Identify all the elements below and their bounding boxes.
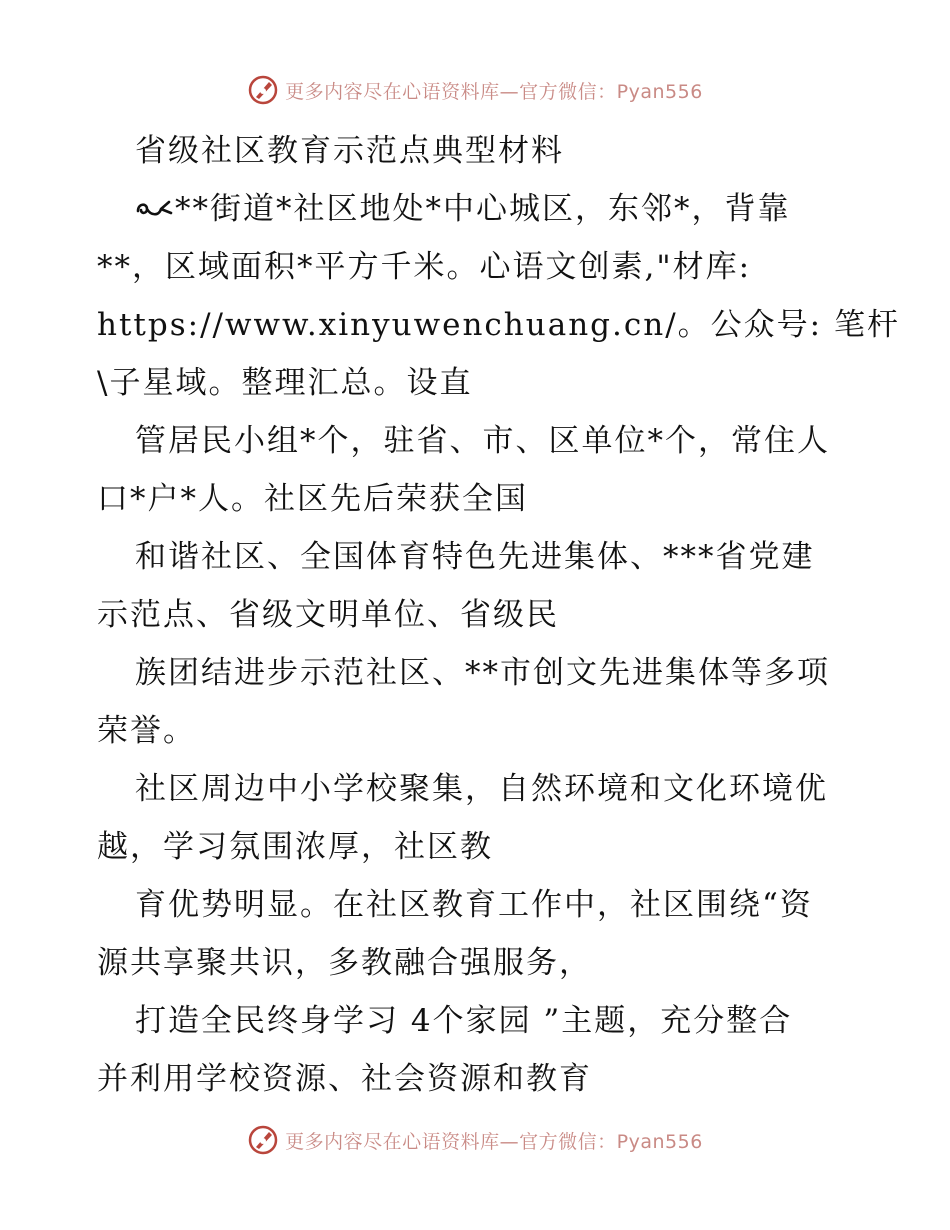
doc-line: \子星域。整理汇总。设直 [97, 365, 473, 401]
ornament-icon [135, 197, 175, 221]
doc-line: 打造全民终身学习 4个家园 ”主题，充分整合 [135, 1003, 793, 1039]
doc-line [97, 180, 857, 238]
footer-watermark [0, 1120, 950, 1160]
watermark-text: 更多内容尽在心语资料库—官方微信：Pyan556 [285, 80, 703, 103]
doc-line: 示范点、省级文明单位、省级民 [97, 597, 559, 633]
doc-line: 和谐社区、全国体育特色先进集体、***省党建 [135, 539, 815, 575]
doc-line: 源共享聚共识，多教融合强服务， [97, 945, 592, 981]
doc-line: 社区周边中小学校聚集，自然环境和文化环境优 [135, 771, 828, 807]
doc-line: 越，学习氛围浓厚，社区教 [97, 829, 493, 865]
doc-line: 口*户*人。社区先后荣获全国 [97, 481, 528, 517]
doc-line: 管居民小组*个，驻省、市、区单位*个，常住人 [135, 423, 830, 459]
doc-line: 并利用学校资源、社会资源和教育 [97, 1061, 592, 1097]
doc-line: 族团结进步示范社区、**市创文先进集体等多项 [135, 655, 830, 691]
doc-line: 荣誉。 [97, 713, 196, 749]
doc-title: 省级社区教育示范点典型材料 [135, 133, 564, 169]
quill-logo-icon [247, 1124, 279, 1156]
doc-line: **，区域面积*平方千米。心语文创素,"材库: [97, 249, 752, 285]
watermark-text: 更多内容尽在心语资料库—官方微信：Pyan556 [285, 1130, 703, 1153]
doc-line: https://www.xinyuwenchuang.cn/。公众号: 笔杆 [97, 307, 900, 343]
doc-line: 育优势明显。在社区教育工作中，社区围绕“资 [135, 887, 813, 923]
doc-line-text: **街道*社区地处*中心城区，东邻*，背靠 [175, 191, 791, 227]
quill-logo-icon [247, 74, 279, 106]
document-body [97, 122, 900, 1108]
header-watermark [0, 70, 950, 110]
